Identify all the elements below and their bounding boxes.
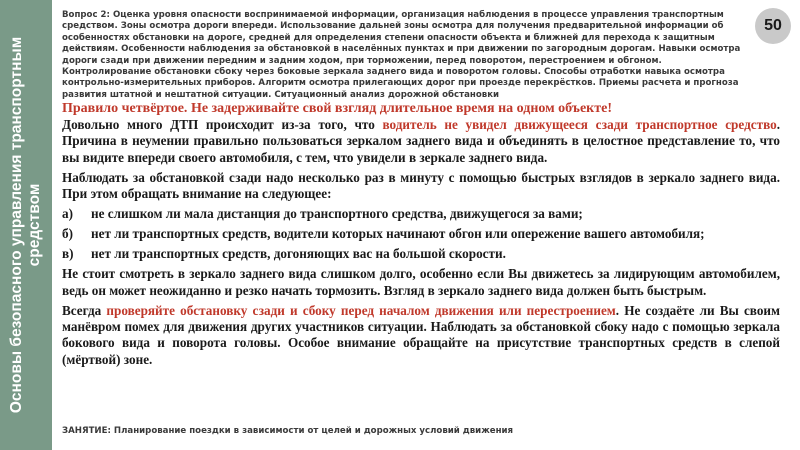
paragraph-4-highlight: проверяйте обстановку сзади и сбоку перед началом движения или перестроением	[106, 302, 616, 318]
rule-heading	[62, 100, 762, 117]
paragraph-2: Наблюдать за обстановкой сзади надо несколько раз в минуту с помощью быстрых взглядов в зеркало заднего вида. При этом обращать внимание на следующее:	[62, 169, 780, 202]
question-label: Вопрос 2:	[62, 10, 110, 20]
paragraph-4	[62, 303, 780, 369]
rule-text: Не задерживайте свой взгляд длительное время на одном объекте!	[190, 101, 613, 116]
list-marker: б)	[62, 226, 73, 242]
question-block	[62, 10, 752, 101]
paragraph-4-start: Всегда	[62, 302, 107, 318]
list-item-text: не слишком ли мала дистанция до транспортного средства, движущегося за вами;	[91, 206, 583, 222]
list-item	[62, 206, 780, 222]
list-item-text: нет ли транспортных средств, догоняющих вас на большой скорости.	[91, 246, 506, 262]
list-marker: а)	[62, 206, 73, 222]
paragraph-1-end: . Причина в неумении правильно пользоваться зеркалом заднего вида и объединять в целостное представление то, что вы видите впереди своего автомобиля, с тем, что увидели в зеркале заднего вида.	[62, 117, 780, 165]
list-item	[62, 246, 780, 262]
paragraph-4-end: . Не создаёте ли Вы своим манёвром помех для движения других участников ситуации. Наблюдать за обстановкой сбоку надо с помощью зеркала бокового вида и поворота головы. Особое внимание обращайте на присутствие транспортных средств в слепой (мёртвой) зоне.	[62, 302, 780, 367]
list-item-text: нет ли транспортных средств, водители которых начинают обгон или опережение вашего автомобиля;	[91, 226, 705, 242]
rule-prefix: Правило четвёртое.	[62, 101, 188, 116]
sidebar-title: Основы безопасного управления транспортным средством	[8, 36, 43, 414]
list-item	[62, 226, 780, 242]
sidebar	[0, 0, 52, 450]
paragraph-1	[62, 117, 780, 166]
slide-number-badge: 50	[755, 8, 791, 44]
paragraph-1-highlight: водитель не увидел движущееся сзади транспортное средство	[382, 117, 777, 132]
lesson-footer: ЗАНЯТИЕ: Планирование поездки в зависимости от целей и дорожных условий движения	[62, 426, 514, 436]
paragraph-3: Не стоит смотреть в зеркало заднего вида слишком долго, особенно если Вы движетесь за лидирующим автомобилем, ведь он может неожиданно и резко начать тормозить. Взгляд в зеркало заднего вида должен быть быстрым.	[62, 266, 780, 298]
question-text: Оценка уровня опасности воспринимаемой информации, организация наблюдения в процессе управления транспортным средством. Зоны осмотра дороги впереди. Использование дальней зоны осмотра для получения предварительной информации об особенностях обстановки на дороге, средней для определения степени опасности объекта и ближней для перехода к защитным действиям. Особенности наблюдения за обстановкой в населённых пунктах и при движении по загородным дорогам. Навыки осмотра дороги сзади при движении передним и задним ходом, при торможении, перед поворотом, перестроением и обгоном. Контролирование обстановки сбоку через боковые зеркала заднего вида и поворотом головы. Способы отработки навыка осмотра контрольно-измерительных приборов. Алгоритм осмотра прилегающих дорог при проезде перекрёстков. Приемы расчета и прогноза развития штатной и нештатной ситуации. Ситуационный анализ дорожной обстановки	[62, 10, 741, 100]
main-body	[62, 117, 780, 372]
list-marker: в)	[62, 246, 74, 262]
paragraph-1-start: Довольно много ДТП происходит из-за того, что	[62, 117, 383, 132]
